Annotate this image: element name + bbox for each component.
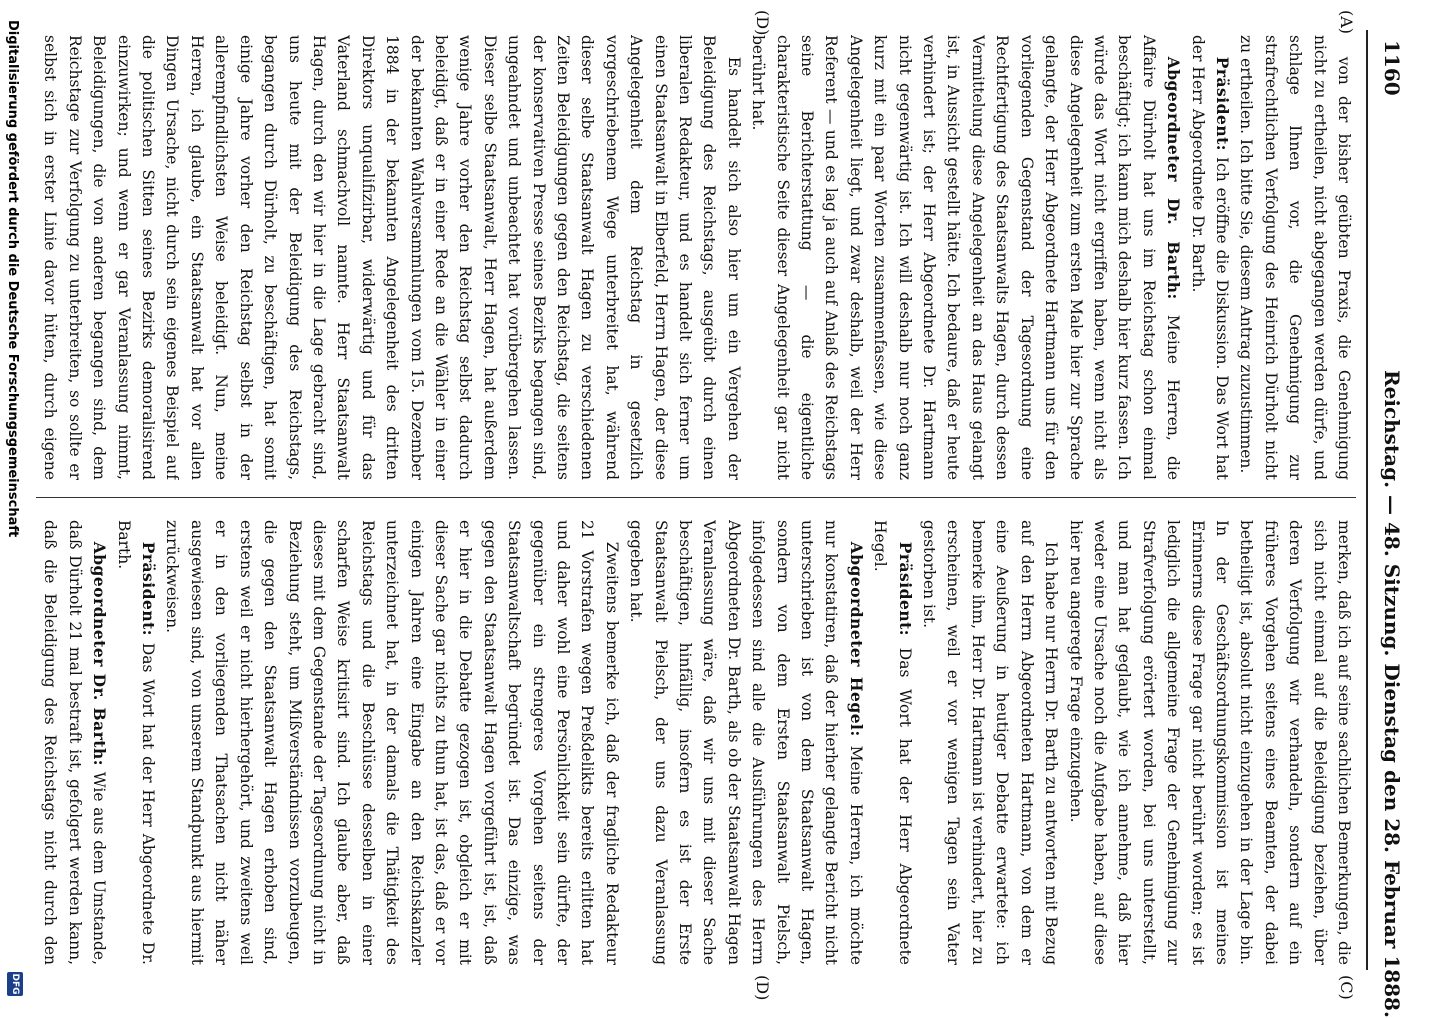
- paragraph-text: Meine Herren, ich möchte nur konstatiren, daß der hierher gelangte Bericht nicht unterschrieben ist von dem Staatsanwalt Hagen, sondern von dem Ersten Staatsanwalt Pielsch, infolgedessen sind alle die Ausführungen des Herrn Abgeordneten Dr. Barth, als ob der Staatsanwalt Hagen Veranlassung wäre, daß wir uns mit dieser Sache beschäftigen, hinfällig, insofern es ist der Erste Staatsanwalt Pielsch, der uns dazu Veranlassung gegeben hat.: [627, 520, 865, 965]
- page-footer: [0, 0, 27, 1000]
- speaker-name: Abgeordneter Hegel:: [846, 541, 866, 737]
- paragraph: [868, 520, 917, 965]
- paragraph-text: Das Wort hat der Herr Abgeordnete Dr. Barth.: [114, 520, 158, 965]
- paragraph-text: Zweitens bemerke ich, daß der fragliche Redakteur 21 Vorstrafen wegen Preßdelikts bereits erlitten hat und daher wohl eine Persönlichkeit sein dürfte, der gegenüber ein strengeres Vorgehen seitens der Staatsanwaltschaft begründet ist. Das einzige, was gegen den Staatsanwalt Hagen vorgeführt ist, ist, daß er hier in die Debatte gezogen ist, obgleich er mit dieser Sache gar nichts zu thun hat, ist das, daß er vor einigen Jahren eine Eingabe an den Reichskanzler unterzeichnet hat, in der damals die Thätigkeit des Reichstags und die Beschlüsse desselben in einer scharfen Weise kritisirt sind. Ich glaube aber, daß dieses mit dem Gegenstande der Tagesordnung nicht in Beziehung steht, um Mißverständnissen vorzubeugen, die gegen den Staatsanwalt Hagen erhoben sind, erstens weil er nicht hierhergehört, und zweitens weil er in den vorliegenden Thatsachen nicht näher ausgewiesen sind, von unserem Standpunkt aus hiermit zurückweisen.: [163, 520, 621, 965]
- margin-marker-c: (C): [1337, 975, 1356, 1000]
- paragraph-text: Meine Herren, die Affaire Dürholt hat uns im Reichstag schon einmal beschäftigt; ich kann mich deshalb hier kurz fassen. Ich würde das Wort nicht ergriffen haben, wenn nicht als diese Angelegenheit zum ersten Male hier zur Sprache gelangte, der Herr Abgeordnete Hartmann uns für den vorliegenden Gegenstand der Tagesordnung eine Rechtfertigung des Staatsanwalts Hagen, durch dessen Vermittelung diese Angelegenheit an das Haus gelangt ist, in Aussicht gestellt hätte. Ich bedaure, daß er heute verhindert ist; der Herr Abgeordnete Dr. Hartmann nicht gegenwärtig ist. Ich will deshalb nur noch ganz kurz mit ein paar Worten zusammenfassen, wie diese Angelegenheit liegt, und zwar deshalb, weil der Herr Referent — und es lag ja auch auf Anlaß des Reichstags seine Berichterstattung — die eigentliche charakteristische Seite dieser Angelegenheit gar nicht berührt hat.: [749, 35, 1183, 480]
- paragraph: [624, 520, 868, 965]
- speaker-name: Präsident:: [895, 541, 915, 637]
- speaker-name: Abgeordneter Dr. Barth:: [1164, 56, 1184, 300]
- page-number: 1160: [1380, 40, 1404, 96]
- paragraph: [1234, 35, 1356, 480]
- paragraph-text: Das Wort hat der Herr Abgeordnete Hegel.: [871, 520, 914, 965]
- paragraph-text: Ich eröffne die Diskussion. Das Wort hat der Herr Abgeordnete Dr. Barth.: [1188, 35, 1231, 480]
- paragraph: [1063, 520, 1356, 965]
- paragraph-text: Ich habe nur Herrn Dr. Barth zu antworten mit Bezug auf den Herrn Abgeordneten Hartmann, von dem er eine Aeußerung in heutiger Debatte erwartete: ich bemerke ihm, Herr Dr. Hartmann ist verhindert, hier zu erscheinen, weil er vor wenigen Tagen sein Vater gestorben ist.: [920, 520, 1061, 965]
- paragraph: [160, 520, 624, 965]
- paragraph-text: von der bisher geübten Praxis, die Genehmigung nicht zu ertheilen, nicht abgegangen werden dürfe, und schlage Ihnen vor, die Genehmigung zur strafrechtlichen Verfolgung des Heinrich Dürholt nicht zu ertheilen. Ich bitte Sie, diesem Antrag zuzustimmen.: [1237, 35, 1353, 480]
- paragraph: [746, 35, 1185, 480]
- speaker-name: Präsident:: [139, 541, 159, 637]
- paragraph: [917, 520, 1063, 965]
- paragraph: [36, 520, 111, 965]
- dfg-logo: DFG: [7, 972, 23, 996]
- left-column: [36, 35, 1356, 480]
- column-divider: [36, 497, 1356, 498]
- paragraph: [111, 520, 160, 965]
- margin-marker-d-right: (D): [753, 975, 772, 1001]
- running-title: Reichstag. — 48. Sitzung. Dienstag den 28. Februar 1888.: [1380, 370, 1404, 1018]
- header-rule: [1366, 30, 1368, 970]
- margin-marker-d-left: (D): [753, 10, 772, 36]
- right-column: [36, 520, 1356, 965]
- margin-marker-a: (A): [1337, 10, 1356, 35]
- paragraph-text: Wie aus dem Umstande, daß Dürholt 21 mal bestraft ist, gefolgert werden kann, daß die Beleidigung des Reichstags nicht durch den: [41, 520, 109, 965]
- page-header: [1370, 40, 1410, 1018]
- speaker-name: Präsident:: [1212, 56, 1232, 152]
- speaker-name: Abgeordneter Dr. Barth:: [90, 541, 110, 766]
- paragraph: [1185, 35, 1234, 480]
- paragraph: [36, 35, 746, 480]
- paragraph-text: Es handelt sich also hier um ein Vergehen der Beleidigung des Reichstags, ausgeübt durch einen liberalen Redakteur, und es handelt sich ferner um einen Staatsanwalt in Elberfeld, Herrn Hagen, der diese Angelegenheit dem Reichstag in gesetzlich vorgeschriebenem Wege unterbreitet hat, während dieser selbe Staatsanwalt Hagen zu verschiedenen Zeiten Beleidigungen gegen den Reichstag, die seitens der konservativen Presse seines Bezirks begangen sind, ungeahndet und unbeachtet hat vorübergehen lassen. Dieser selbe Staatsanwalt, Herr Hagen, hat außerdem wenige Jahre vorher den Reichstag selbst dadurch beleidigt, daß er in einer Rede an die Wähler in einer der bekannten Wahlversammlungen vom 15. Dezember 1884 in der bekannten Angelegenheit des dritten Direktors unqualifizirbar, widerwärtig und für das Vaterland schmachvoll nannte. Herr Staatsanwalt Hagen, durch den wir hier in die Lage gebracht sind, uns heute mit der Beleidigung des Reichstags, begangen durch Dürholt, zu beschäftigen, hat somit einige Jahre vorher den Reichstag selbst in der allerempfindlichsten Weise beleidigt. Nun, meine Herren, ich glaube, ein Staatsanwalt hat vor allen Dingen Ursache, nicht durch sein eigenes Beispiel auf die politischen Sitten seines Bezirks demoralisirend einzuwirken; und wenn er gar Veranlassung nimmt, Beleidigungen, die von anderen begangen sind, dem Reichstage zur Verfolgung zu unterbreiten, so sollte er selbst sich in erster Linie davor hüten, durch eigene: [41, 35, 743, 480]
- paragraph-text: merken, daß ich auf seine sachlichen Bemerkungen, die sich nicht einmal auf die Beleidigung beziehen, über deren Verfolgung wir verhandeln, sondern auf ein früheres Vorgehen seitens eines Beamten, der dabei betheiligt ist, absolut nicht einzugehen in der Lage bin. In der Geschäftsordnungskommission ist meines Erinnerns diese Frage gar nicht berührt worden; es ist lediglich die allgemeine Frage der Genehmigung zur Strafverfolgung erörtert worden, bei uns unterstellt, und man hat geglaubt, wie ich annehme, daß hier weder eine Ursache noch die Aufgabe haben, auf diese hier neu angeregte Frage einzugehen.: [1066, 520, 1353, 965]
- footer-credit: Digitalisierung gefördert durch die Deutsche Forschungsgemeinschaft: [5, 20, 20, 538]
